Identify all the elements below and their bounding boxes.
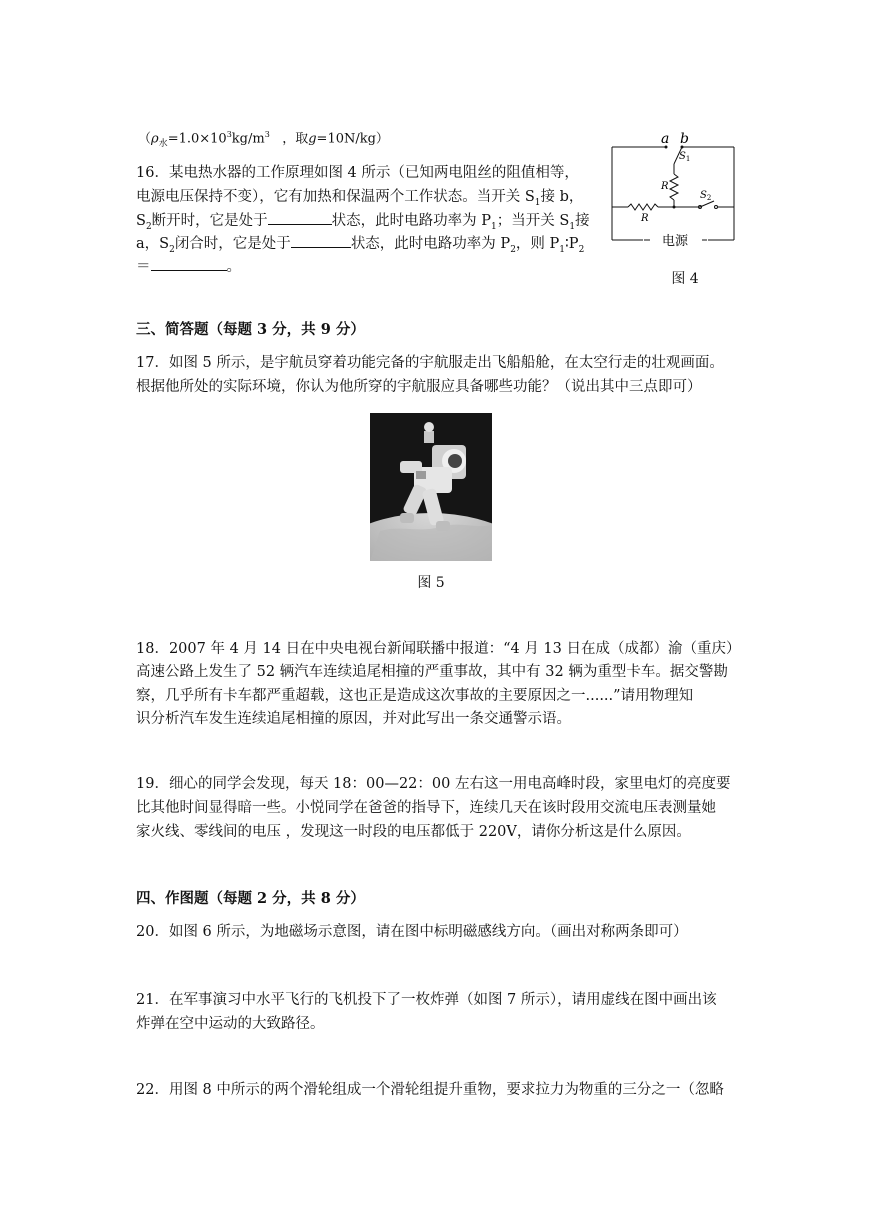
label-power-source: 电源	[662, 234, 689, 249]
s2-contact-right	[715, 206, 718, 209]
density-note: （$\rho_水=1.0\times 10^3kg/m^3$ ，取g=10N/kg）	[138, 130, 389, 149]
q19-line2: 比其他时间显得暗一些。小悦同学在爸爸的指导下，连续几天在该时段用交流电压表测量她	[136, 800, 716, 816]
q16-line4: a，$S_2$闭合时，它是处于 状态，此时电路功率为 $P_2$，则 $P_1∶P_2$	[136, 233, 584, 260]
section-4-heading: 四、作图题（每题 2 分，共 8 分）	[136, 890, 365, 907]
figure5-astronaut-image	[370, 413, 492, 561]
figure5-caption: 图 5	[417, 575, 445, 591]
label-a: a	[661, 131, 670, 147]
q16-line5: ＝ 。	[136, 256, 241, 277]
q18-line2: 高速公路上发生了 52 辆汽车连续追尾相撞的严重事故，其中有 32 辆为重型卡车。据交警勘	[136, 664, 728, 680]
label-s1: $S_1$	[679, 151, 691, 163]
label-b: b	[680, 131, 689, 147]
q16-line1: 16．某电热水器的工作原理如图 4 所示（已知两电阻丝的阻值相等，	[136, 165, 579, 181]
label-r2: R	[641, 213, 649, 224]
resistor-r2	[628, 204, 658, 210]
q18-line4: 识分析汽车发生连续追尾相撞的原因，并对此写出一条交通警示语。	[136, 711, 571, 727]
q19-line3: 家火线、零线间的电压 ，发现这一时段的电压都低于 220V，请你分析这是什么原因。	[136, 824, 691, 840]
q18-line3: 察，几乎所有卡车都严重超载，这也正是造成这次事故的主要原因之一......”请用物理知	[136, 688, 694, 704]
q19-line1: 19．细心的同学会发现，每天 18：00—22：00 左右这一用电高峰时段，家里电灯的亮度要	[136, 776, 731, 792]
q16-line3: $S_2$断开时，它是处于 状态，此时电路功率为 $P_1$；当开关 $S_1$接	[136, 210, 590, 237]
cloud-layer	[370, 525, 492, 561]
label-r1: R	[661, 181, 669, 192]
q18-line1: 18．2007 年 4 月 14 日在中央电视台新闻联播中报道：“4 月 13 日在成（成都）渝（重庆）	[136, 641, 741, 657]
q16-line2: 电源电压保持不变），它有加热和保温两个工作状态。当开关 $S_1$接 b，	[136, 189, 584, 208]
q16-blank-3[interactable]	[151, 256, 227, 271]
label-s2: $S_2$	[700, 190, 712, 202]
section-3-heading: 三、简答题（每题 3 分，共 9 分）	[136, 321, 365, 338]
figure4-circuit-diagram	[608, 130, 738, 255]
q16-blank-1[interactable]	[268, 210, 332, 225]
q22-line1: 22．用图 8 中所示的两个滑轮组成一个滑轮组提升重物，要求拉力为物重的三分之一（忽略	[136, 1082, 724, 1098]
q21-line2: 炸弹在空中运动的大致路径。	[136, 1016, 325, 1032]
q17-line1: 17．如图 5 所示，是宇航员穿着功能完备的宇航服走出飞船船舱，在太空行走的壮观画面。	[136, 355, 724, 371]
q21-line1: 21．在军事演习中水平飞行的飞机投下了一枚炸弹（如图 7 所示），请用虚线在图中画出该	[136, 992, 717, 1008]
figure4-caption: 图 4	[671, 271, 699, 287]
resistor-r1	[670, 174, 678, 200]
q20-line1: 20．如图 6 所示，为地磁场示意图，请在图中标明磁感线方向。（画出对称两条即可）	[136, 924, 688, 940]
q16-blank-2[interactable]	[291, 233, 351, 248]
q17-line2: 根据他所处的实际环境，你认为他所穿的宇航服应具备哪些功能？（说出其中三点即可）	[136, 379, 702, 395]
